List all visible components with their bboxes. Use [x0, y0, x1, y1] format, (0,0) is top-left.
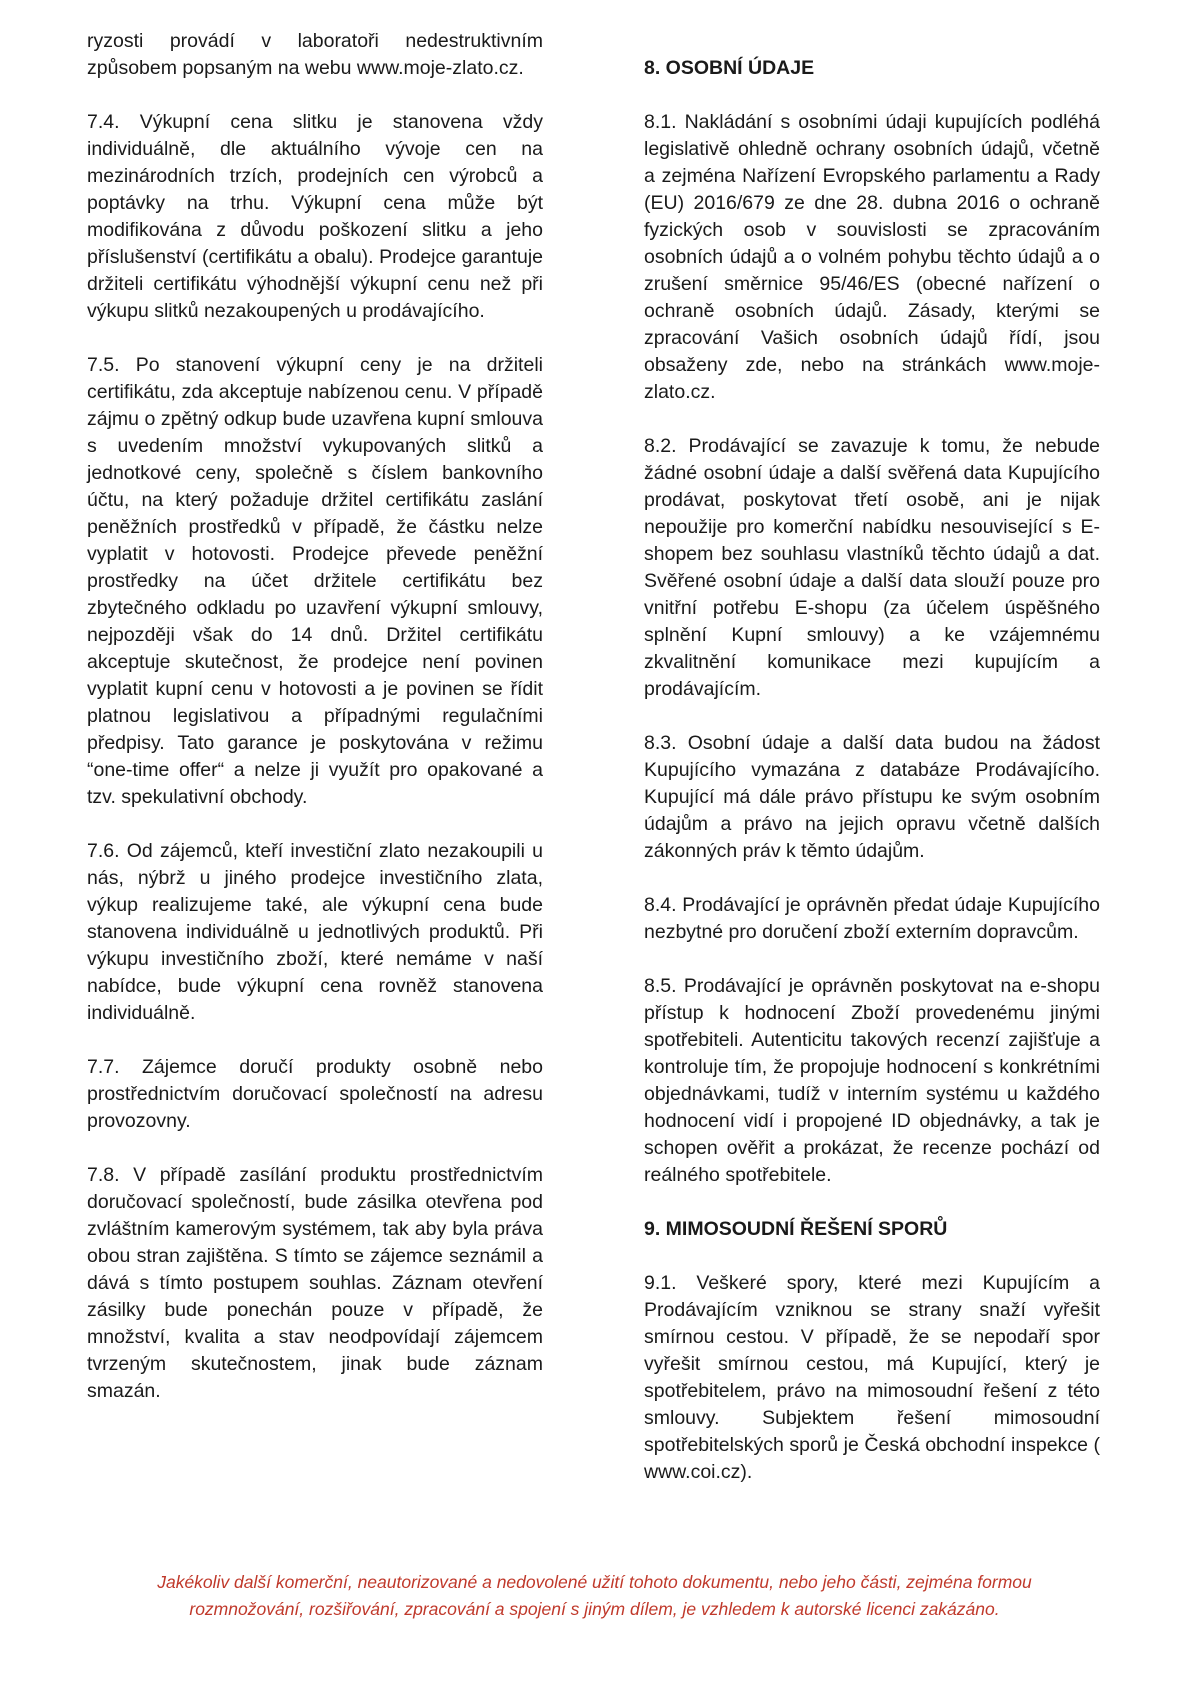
paragraph-7-8: 7.8. V případě zasílání produktu prostřednictvím doručovací společností, bude zásilka otevřena pod zvláštním kamerovým systémem, tak aby byla práva obou stran zajištěna. S tímto se zájemce seznámil a dává s tímto postupem souhlas. Záznam otevření zásilky bude ponechán pouze v případě, že množství, kvalita a stav neodpovídají zájemcem tvrzeným skutečnostem, jinak bude záznam smazán. [87, 1164, 543, 1402]
right-column [644, 28, 1100, 1513]
section-9-heading: 9. MIMOSOUDNÍ ŘEŠENÍ SPORŮ [644, 1218, 948, 1240]
paragraph-8-5: 8.5. Prodávající je oprávněn poskytovat na e-shopu přístup k hodnocení Zboží provedenému jinými spotřebiteli. Autenticitu takových recenzí zajišťuje a kontroluje tím, že propojuje hodnocení s konkrétními objednávkami, tudíž v interním systému u každého hodnocení vidí i propojené ID objednávky, a tak je schopen ověřit a prokázat, že recenze pochází od reálného spotřebitele. [644, 975, 1100, 1186]
section-8-heading: 8. OSOBNÍ ÚDAJE [644, 57, 815, 79]
paragraph-8-2: 8.2. Prodávající se zavazuje k tomu, že nebude žádné osobní údaje a další svěřená data Kupujícího prodávat, poskytovat třetí osobě, ani je nijak nepoužije pro komerční nabídku nesouvisející s E-shopem bez souhlasu vlastníků těchto údajů a dat. Svěřené osobní údaje a další data slouží pouze pro vnitřní potřebu E-shopu (za účelem úspěšného splnění Kupní smlouvy) a ke vzájemnému zkvalitnění komunikace mezi kupujícím a prodávajícím. [644, 435, 1100, 700]
paragraph-7-3-continued: ryzosti provádí v laboratoři nedestruktivním způsobem popsaným na webu www.moje-zlato.cz. [87, 30, 543, 79]
paragraph-9-1: 9.1. Veškeré spory, které mezi Kupujícím a Prodávajícím vzniknou se strany snaží vyřešit smírnou cestou. V případě, že se nepodaří spor vyřešit smírnou cestou, má Kupující, který je spotřebitelem, právo na mimosoudní řešení z této smlouvy. Subjektem řešení mimosoudní spotřebitelských sporů je Česká obchodní inspekce ( www.coi.cz). [644, 1272, 1100, 1483]
footer-line-1: Jakékoliv další komerční, neautorizované a nedovolené užití tohoto dokumentu, nebo jeho části, zejména formou [157, 1572, 1032, 1592]
footer-line-2: rozmnožování, rozšiřování, zpracování a spojení s jiným dílem, je vzhledem k autorské licenci zakázáno. [189, 1599, 1000, 1619]
paragraph-8-1: 8.1. Nakládání s osobními údaji kupujících podléhá legislativě ohledně ochrany osobních údajů, včetně a zejména Nařízení Evropského parlamentu a Rady (EU) 2016/679 ze dne 28. dubna 2016 o ochraně fyzických osob v souvislosti se zpracováním osobních údajů a o volném pohybu těchto údajů a o zrušení směrnice 95/46/ES (obecné nařízení o ochraně osobních údajů. Zásady, kterými se zpracování Vašich osobních údajů řídí, jsou obsaženy zde, nebo na stránkách www.moje-zlato.cz. [644, 111, 1100, 403]
paragraph-7-6: 7.6. Od zájemců, kteří investiční zlato nezakoupili u nás, nýbrž u jiného prodejce investičního zlata, výkup realizujeme také, ale výkupní cena bude stanovena individuálně u jednotlivých produktů. Při výkupu investičního zboží, které nemáme v naší nabídce, bude výkupní cena rovněž stanovena individuálně. [87, 840, 543, 1024]
paragraph-7-4: 7.4. Výkupní cena slitku je stanovena vždy individuálně, dle aktuálního vývoje cen na mezinárodních trzích, prodejních cen výrobců a poptávky na trhu. Výkupní cena může být modifikována z důvodu poškození slitku a jeho příslušenství (certifikátu a obalu). Prodejce garantuje držiteli certifikátu výhodnější výkupní cenu než při výkupu slitků nezakoupených u prodávajícího. [87, 111, 543, 322]
paragraph-7-7: 7.7. Zájemce doručí produkty osobně nebo prostřednictvím doručovací společností na adresu provozovny. [87, 1056, 543, 1132]
paragraph-7-5: 7.5. Po stanovení výkupní ceny je na držiteli certifikátu, zda akceptuje nabízenou cenu. V případě zájmu o zpětný odkup bude uzavřena kupní smlouva s uvedením množství vykupovaných slitků a jednotkové ceny, společně s číslem bankovního účtu, na který požaduje držitel certifikátu zaslání peněžních prostředků v případě, že částku nelze vyplatit v hotovosti. Prodejce převede peněžní prostředky na účet držitele certifikátu bez zbytečného odkladu po uzavření výkupní smlouvy, nejpozději však do 14 dnů. Držitel certifikátu akceptuje skutečnost, že prodejce není povinen vyplatit kupní cenu v hotovosti a je povinen se řídit platnou legislativou a případnými regulačními předpisy. Tato garance je poskytována v režimu “one-time offer“ a nelze ji využít pro opakované a tzv. spekulativní obchody. [87, 354, 543, 808]
paragraph-8-3: 8.3. Osobní údaje a další data budou na žádost Kupujícího vymazána z databáze Prodávajícího. Kupující má dále právo přístupu ke svým osobním údajům a právo na jejich opravu včetně dalších zákonných práv k těmto údajům. [644, 732, 1100, 862]
copyright-footer [0, 1569, 1189, 1623]
paragraph-8-4: 8.4. Prodávající je oprávněn předat údaje Kupujícího nezbytné pro doručení zboží externím dopravcům. [644, 894, 1100, 943]
left-column [87, 28, 543, 1432]
